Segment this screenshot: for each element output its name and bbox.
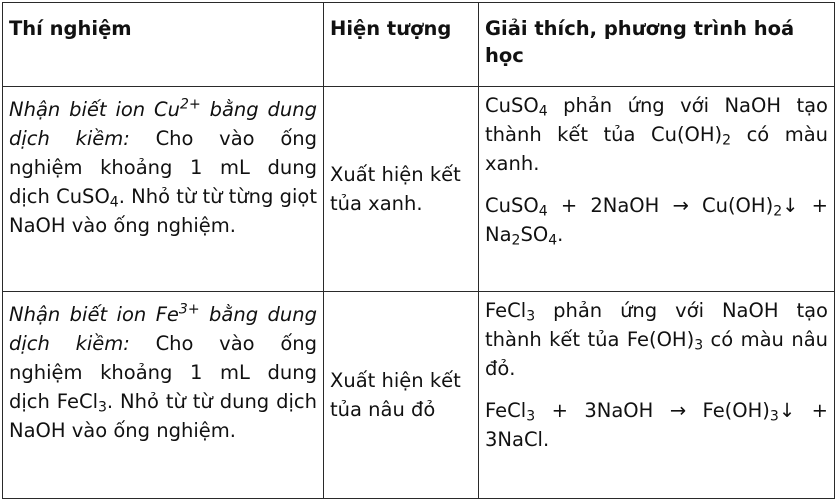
experiment-cell	[3, 87, 324, 292]
explanation-text: CuSO$_4$ phản ứng với NaOH tạo thành kết tủa $Cu(OH)_2$ có màu xanh.	[485, 94, 828, 175]
table-row	[3, 292, 835, 499]
reaction-equation: CuSO$_4$ + 2NaOH → $Cu(OH)_2↓ + Na_2SO_4$.	[485, 194, 828, 249]
explanation-cell	[479, 292, 835, 499]
reaction-equation: FeCl$_3$ + 3NaOH → $Fe(OH)_3↓$ + 3NaCl.	[485, 399, 828, 451]
header-phenomenon: Hiện tượng	[324, 3, 479, 87]
phenomenon-cell: Xuất hiện kết tủa xanh.	[324, 87, 479, 292]
experiment-title: Nhận biết ion $Fe^{3+}$ bằng dung dịch kiềm:	[9, 301, 317, 355]
explanation-text: FeCl$_3$ phản ứng với NaOH tạo thành kết tủa $Fe(OH)_3$ có màu nâu đỏ.	[485, 299, 828, 380]
header-experiment: Thí nghiệm	[3, 3, 324, 87]
header-explanation: Giải thích, phương trình hoá học	[479, 3, 835, 87]
phenomenon-cell: Xuất hiện kết tủa nâu đỏ	[324, 292, 479, 499]
experiment-cell	[3, 292, 324, 499]
experiment-procedure: Cho vào ống nghiệm khoảng 1 mL dung dịch CuSO$_4$. Nhỏ từ từ từng giọt NaOH vào ống nghiệm.	[9, 127, 317, 237]
explanation-cell	[479, 87, 835, 292]
experiment-table	[2, 2, 835, 499]
experiment-procedure: Cho vào ống nghiệm khoảng 1 mL dung dịch FeCl$_3$. Nhỏ từ từ dung dịch NaOH vào ống nghiệm.	[9, 332, 317, 442]
experiment-title: Nhận biết ion $Cu^{2+}$ bằng dung dịch kiềm:	[9, 96, 317, 150]
table-row	[3, 87, 835, 292]
table-header-row	[3, 3, 835, 87]
